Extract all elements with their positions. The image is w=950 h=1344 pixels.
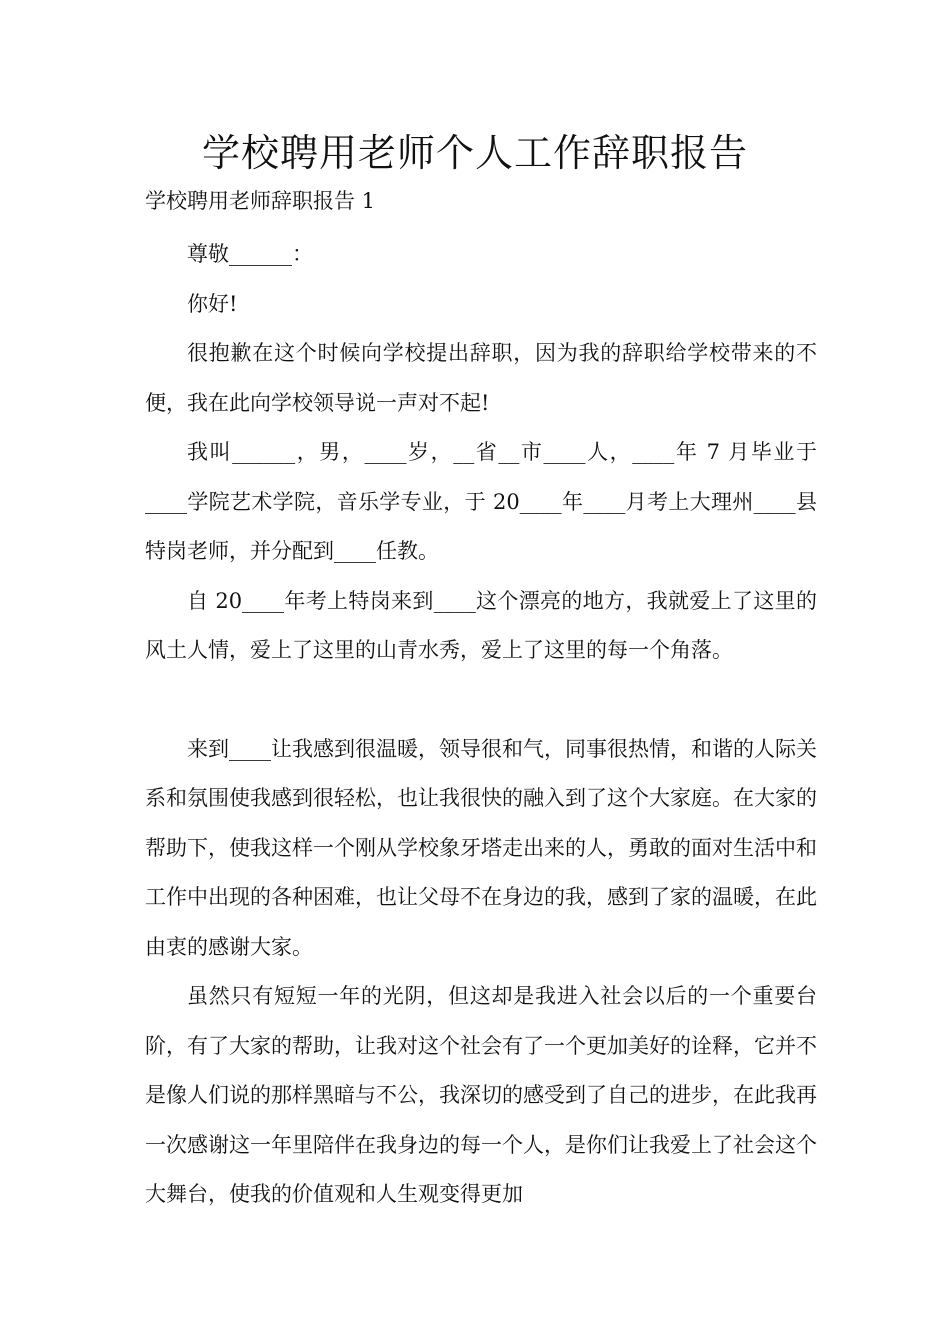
- body-paragraph: 虽然只有短短一年的光阴，但这却是我进入社会以后的一个重要台阶，有了大家的帮助，让我对这个社会有了一个更加美好的诠释，它并不是像人们说的那样黑暗与不公，我深切的感受到了自己的进步，在此我再一次感谢这一年里陪伴在我身边的每一个人，是你们让我爱上了社会这个大舞台，使我的价值观和人生观变得更加: [145, 984, 817, 1206]
- document-subtitle: 学校聘用老师辞职报告 1: [145, 189, 376, 213]
- salutation: 尊敬______：: [187, 242, 313, 266]
- body-paragraph: 我叫______，男，____岁，__省__市____人，____年 7 月毕业于____学院艺术学院，音乐学专业，于 20____年____月考上大理州____县特岗老师，并分配到____任教。: [145, 440, 817, 563]
- document-title: 学校聘用老师个人工作辞职报告: [201, 131, 748, 175]
- document-body: [145, 230, 817, 1220]
- body-paragraph: 来到____让我感到很温暖，领导很和气，同事很热情，和谐的人际关系和氛围使我感到很轻松，也让我很快的融入到了这个大家庭。在大家的帮助下，使我这样一个刚从学校象牙塔走出来的人，勇敢的面对生活中和工作中出现的各种困难，也让父母不在身边的我，感到了家的温暖，在此由衷的感谢大家。: [145, 736, 817, 959]
- greeting: 你好!: [187, 291, 238, 316]
- body-paragraph: 很抱歉在这个时候向学校提出辞职，因为我的辞职给学校带来的不便，我在此向学校领导说一声对不起!: [145, 341, 817, 415]
- body-paragraph: 自 20____年考上特岗来到____这个漂亮的地方，我就爱上了这里的风土人情，爱上了这里的山青水秀，爱上了这里的每一个角落。: [145, 588, 817, 662]
